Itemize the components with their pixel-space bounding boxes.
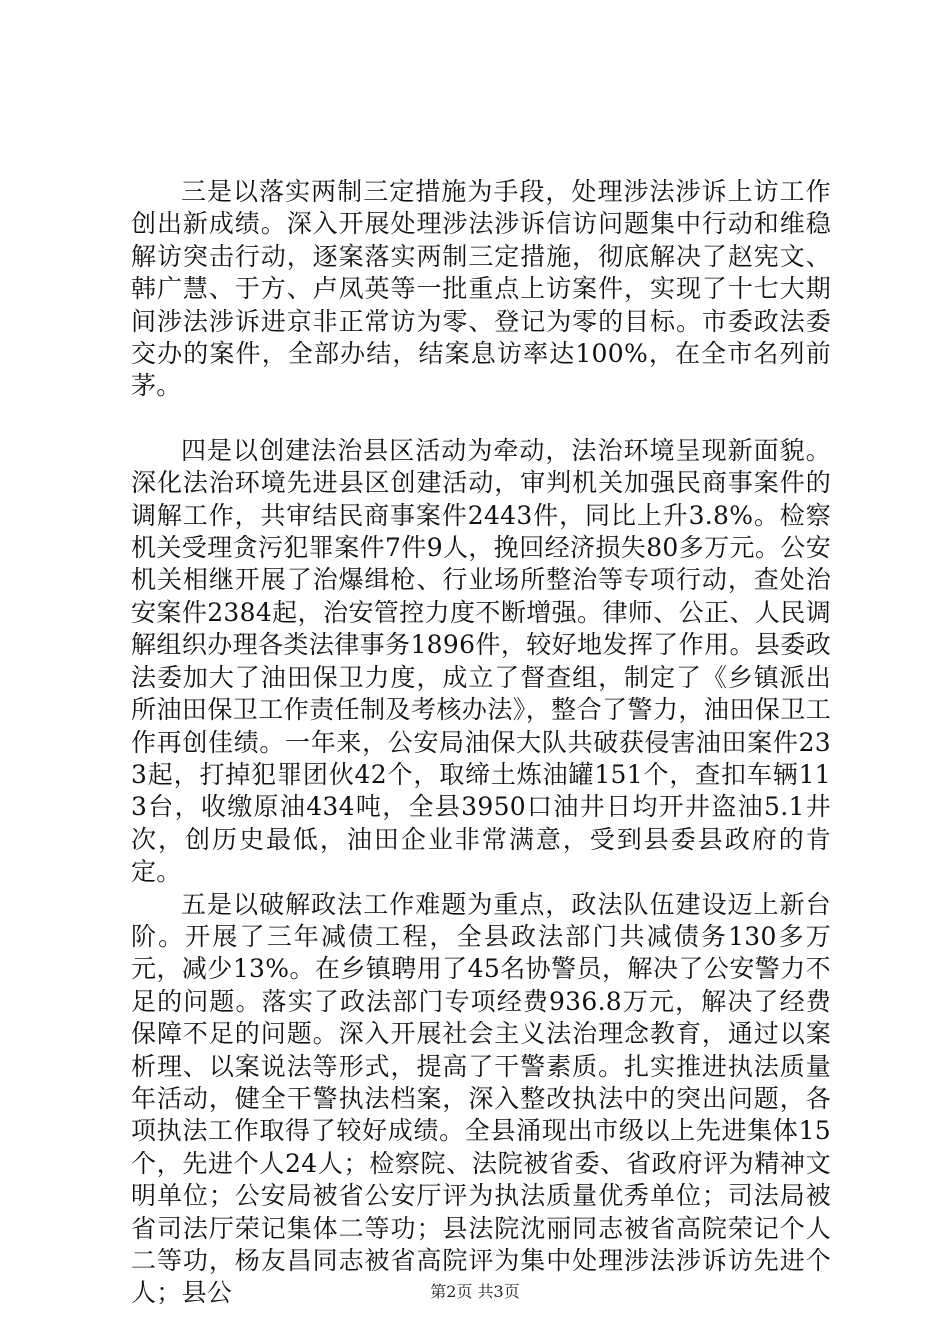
paragraph-five: 五是以破解政法工作难题为重点，政法队伍建设迈上新台阶。开展了三年减债工程，全县政法部门共减债务130多万元，减少13%。在乡镇聘用了45名协警员，解决了公安警力不足的问题。落实了政法部门专项经费936.8万元，解决了经费保障不足的问题。深入开展社会主义法治理念教育，通过以案析理、以案说法等形式，提高了干警素质。扎实推进执法质量年活动，健全干警执法档案，深入整改执法中的突出问题，各项执法工作取得了较好成绩。全县涌现出市级以上先进集体15个，先进个人24人；检察院、法院被省委、省政府评为精神文明单位；公安局被省公安厅评为执法质量优秀单位；司法局被省司法厅荣记集体二等功；县法院沈丽同志被省高院荣记个人二等功，杨友昌同志被省高院评为集中处理涉法涉诉访先进个人；县公 [131,889,831,1308]
document-body [131,176,831,1310]
paragraph-three: 三是以落实两制三定措施为手段，处理涉法涉诉上访工作创出新成绩。深入开展处理涉法涉诉信访问题集中行动和维稳解访突击行动，逐案落实两制三定措施，彻底解决了赵宪文、韩广慧、于方、卢凤英等一批重点上访案件，实现了十七大期间涉法涉诉进京非正常访为零、登记为零的目标。市委政法委交办的案件，全部办结，结案息访率达100%，在全市名列前茅。 [131,177,831,401]
page-footer: 第2页 共3页 [430,1282,520,1301]
paragraph-four: 四是以创建法治县区活动为牵动，法治环境呈现新面貌。深化法治环境先进县区创建活动，审判机关加强民商事案件的调解工作，共审结民商事案件2443件，同比上升3.8%。检察机关受理贪污犯罪案件7件9人，挽回经济损失80多万元。公安机关相继开展了治爆缉枪、行业场所整治等专项行动，查处治安案件2384起，治安管控力度不断增强。律师、公正、人民调解组织办理各类法律事务1896件，较好地发挥了作用。县委政法委加大了油田保卫力度，成立了督查组，制定了《乡镇派出所油田保卫工作责任制及考核办法》，整合了警力，油田保卫工作再创佳绩。一年来，公安局油保大队共破获侵害油田案件233起，打掉犯罪团伙42个，取缔土炼油罐151个，查扣车辆113台，收缴原油434吨，全县3950口油井日均开井盗油5.1井次，创历史最低，油田企业非常满意，受到县委县政府的肯定。 [131,435,831,887]
